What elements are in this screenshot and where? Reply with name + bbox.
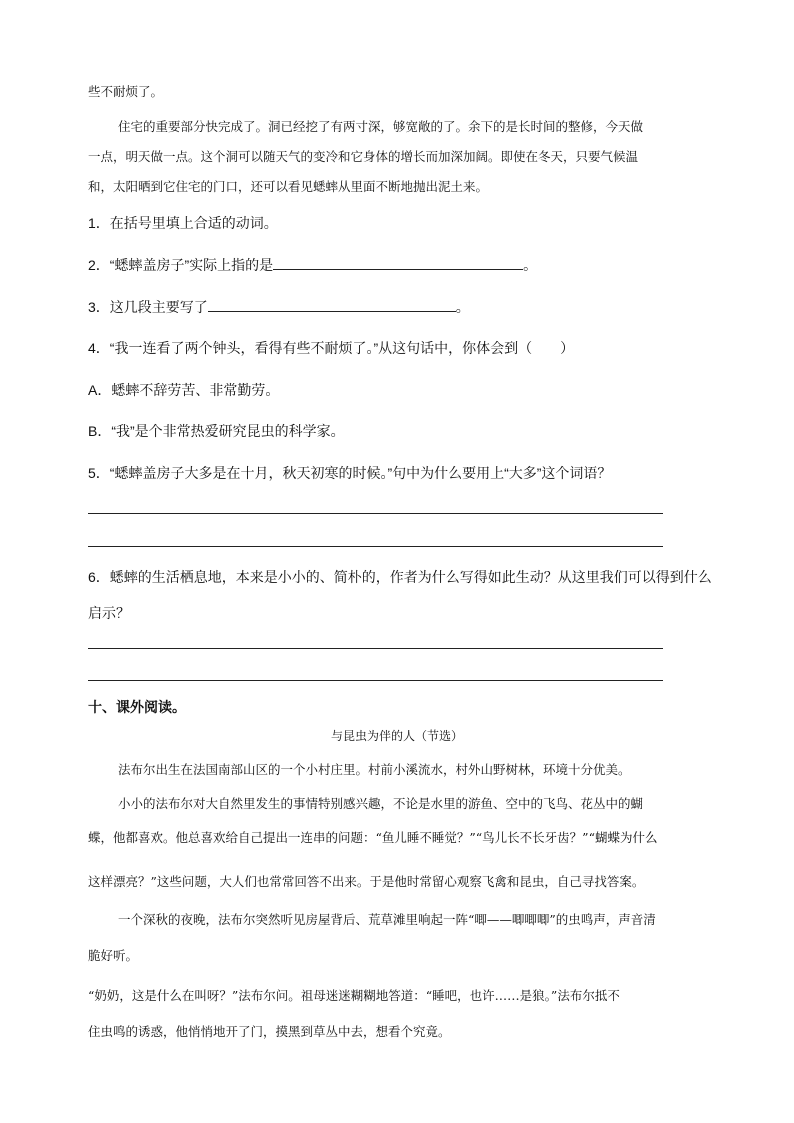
question-3-text: 3．这几段主要写了	[88, 299, 208, 315]
question-4-option-b[interactable]: B．“我”是个非常热爱研究昆虫的科学家。	[88, 423, 345, 439]
section-heading: 十、课外阅读。	[88, 699, 186, 715]
answer-line-q5[interactable]	[88, 513, 663, 514]
passage-title: 与昆虫为伴的人（节选）	[330, 729, 463, 743]
question-6-cont: 启示？	[88, 605, 130, 621]
passage-line: 这样漂亮？”这些问题，大人们也常常回答不出来。于是他时常留心观察飞禽和昆虫，自己寻找答案。	[88, 874, 645, 889]
passage-line: 住宅的重要部分快完成了。洞已经挖了有两寸深，够宽敞的了。余下的是长时间的整修，今天做	[118, 119, 644, 134]
passage-line: 蝶，他都喜欢。他总喜欢给自己提出一连串的问题：“鱼儿睡不睡觉？”“鸟儿长不长牙齿？”“蝴蝶为什么	[88, 830, 658, 845]
answer-blank-q2[interactable]	[273, 257, 523, 270]
answer-line-q6[interactable]	[88, 680, 663, 681]
question-3	[88, 297, 470, 317]
question-2-end: 。	[523, 257, 538, 273]
passage-line: 脆好听。	[88, 948, 139, 963]
question-5: 5．“蟋蟀盖房子大多是在十月，秋天初寒的时候。”句中为什么要用上“大多”这个词语？	[88, 465, 612, 481]
passage-line: 一个深秋的夜晚，法布尔突然听见房屋背后、荒草滩里响起一阵“唧——唧唧唧”的虫鸣声，声音清	[118, 912, 656, 927]
passage-line: 些不耐烦了。	[88, 84, 164, 99]
passage-line: “奶奶，这是什么在叫呀？”法布尔问。祖母迷迷糊糊地答道：“睡吧，也许……是狼。”法布尔抵不	[88, 988, 620, 1003]
question-2-text: 2．“蟋蟀盖房子”实际上指的是	[88, 257, 274, 273]
question-3-end: 。	[455, 299, 470, 315]
passage-line: 一点，明天做一点。这个洞可以随天气的变冷和它身体的增长而加深加阔。即使在冬天，只要气候温	[88, 149, 639, 164]
question-1: 1．在括号里填上合适的动词。	[88, 215, 278, 231]
question-6: 6．蟋蟀的生活栖息地，本来是小小的、简朴的，作者为什么写得如此生动？从这里我们可以得到什么	[88, 569, 712, 585]
answer-blank-q3[interactable]	[208, 299, 456, 312]
answer-line-q6[interactable]	[88, 648, 663, 649]
answer-line-q5[interactable]	[88, 546, 663, 547]
question-4: 4．“我一连看了两个钟头，看得有些不耐烦了。”从这句话中，你体会到（ ）	[88, 340, 575, 356]
passage-line: 住虫鸣的诱惑，他悄悄地开了门，摸黑到草丛中去，想看个究竟。	[88, 1024, 451, 1039]
question-2	[88, 255, 537, 275]
passage-line: 和，太阳晒到它住宅的门口，还可以看见蟋蟀从里面不断地抛出泥土来。	[88, 179, 489, 194]
passage-line: 小小的法布尔对大自然里发生的事情特别感兴趣，不论是水里的游鱼、空中的飞鸟、花丛中的蝴	[118, 796, 644, 811]
question-4-option-a[interactable]: A．蟋蟀不辞劳苦、非常勤劳。	[88, 382, 280, 398]
passage-line: 法布尔出生在法国南部山区的一个小村庄里。村前小溪流水，村外山野树林，环境十分优美。	[118, 762, 631, 777]
